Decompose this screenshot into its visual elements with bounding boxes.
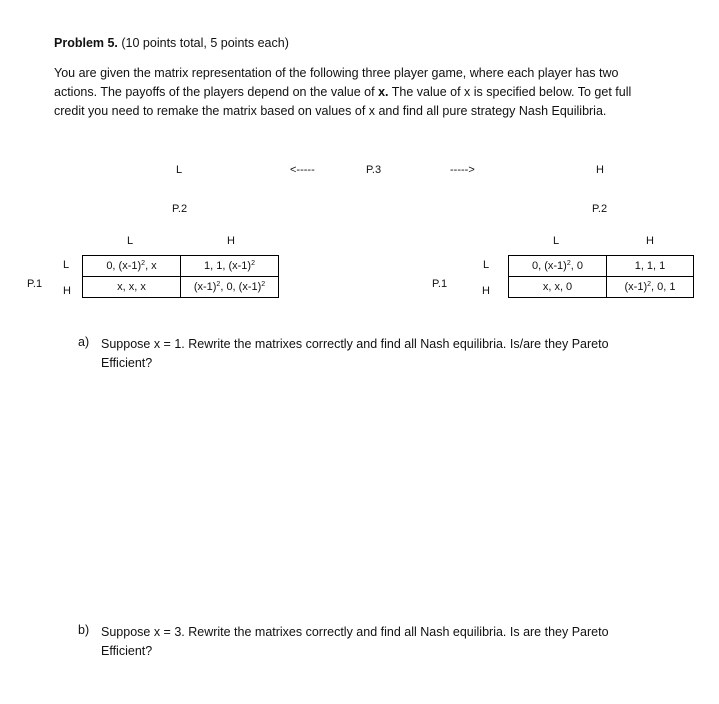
intro-line-2: actions. The payoffs of the players depend on the value of x. The value of x is specified below. To get full [54,85,632,99]
p3-arrow-right: -----> [450,164,475,176]
problem-title [54,36,289,50]
intro-line-1: You are given the matrix representation of the following three player game, where each player has two [54,66,619,80]
left-cell-hh: $(x-1)^2$, 0, $(x-1)^2$ [181,277,279,298]
right-matrix-col-header-l: L [553,235,560,247]
left-cell-ll: 0, $(x-1)^2$, x [83,256,181,277]
question-a-text: Suppose x = 1. Rewrite the matrixes correctly and find all Nash equilibria. Is/are they Pareto Efficient? [101,337,609,370]
p3-label: P.3 [366,164,382,176]
left-matrix-col-header-l: L [127,235,134,247]
right-matrix-row-header-h: H [482,285,490,297]
right-matrix-row-player: P.1 [432,278,448,290]
question-b-label: b) [78,623,90,637]
problem-number: Problem 5. [54,36,118,50]
p3-right-action: H [596,164,604,176]
right-cell-lh: 1, 1, 1 [607,256,694,277]
left-cell-lh: 1, 1, $(x-1)^2$ [181,256,279,277]
left-payoff-matrix [82,255,279,298]
right-cell-ll: 0, $(x-1)^2$, 0 [509,256,607,277]
right-matrix-row-header-l: L [483,259,490,271]
left-matrix-col-header-h: H [227,235,235,247]
p3-left-action: L [176,164,183,176]
problem-intro [54,64,689,121]
left-matrix-row-header-l: L [63,259,70,271]
right-matrix-col-header-h: H [646,235,654,247]
problem-points: (10 points total, 5 points each) [117,36,289,50]
left-matrix-col-player: P.2 [172,203,188,215]
p3-arrow-left: <----- [290,164,315,176]
question-b-text: Suppose x = 3. Rewrite the matrixes correctly and find all Nash equilibria. Is are they Pareto Efficient? [101,625,609,658]
right-payoff-matrix [508,255,694,298]
right-cell-hl: x, x, 0 [509,277,607,298]
intro-line-3: credit you need to remake the matrix based on values of x and find all pure strategy Nash Equilibria. [54,104,607,118]
right-cell-hh: $(x-1)^2$, 0, 1 [607,277,694,298]
intro-variable: x. [378,85,389,99]
left-cell-hl: x, x, x [83,277,181,298]
left-matrix-row-header-h: H [63,285,71,297]
left-matrix-row-player: P.1 [27,278,43,290]
question-a-label: a) [78,335,90,349]
right-matrix-col-player: P.2 [592,203,608,215]
